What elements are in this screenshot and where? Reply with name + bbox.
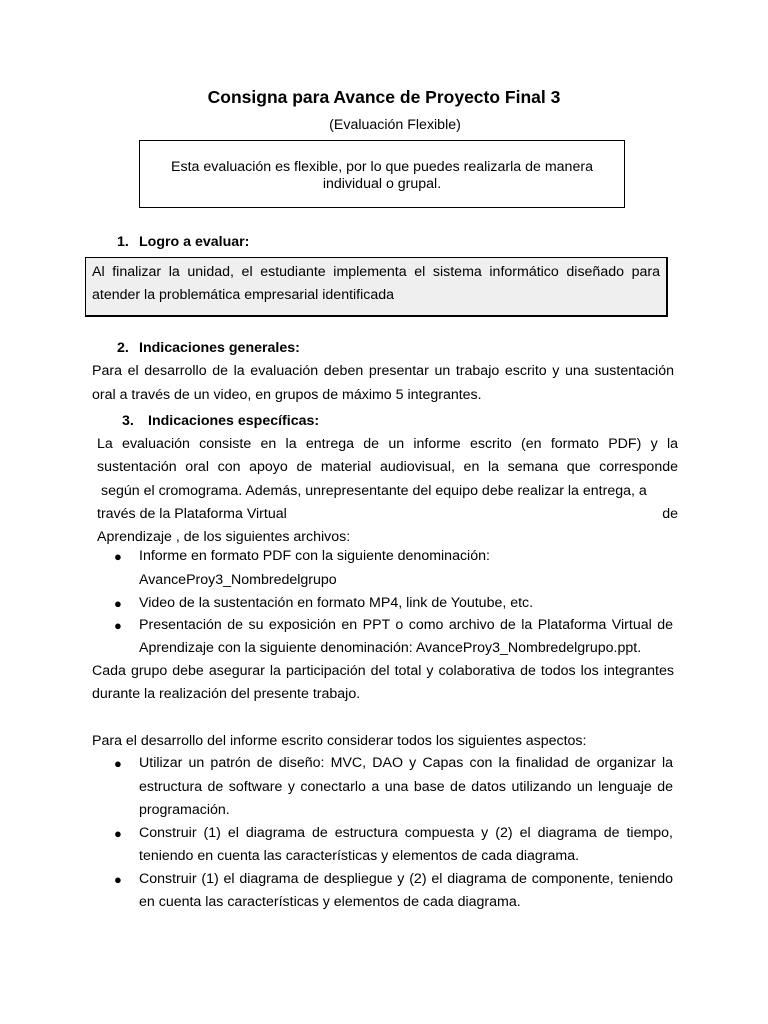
- notice-line: Esta evaluación es flexible, por lo que puedes realizarla de manera: [171, 159, 593, 175]
- flexible-notice-box: [139, 140, 625, 208]
- paragraph-line: según el cromograma. Además, unrepresentante del equipo debe realizar la entrega, a: [101, 483, 647, 499]
- bullet-line: en cuenta las características y elementos de cada diagrama.: [139, 894, 521, 910]
- section-heading-generales: [117, 340, 300, 356]
- section-heading-logro: [117, 234, 249, 250]
- paragraph-line: oral a través de un video, en grupos de máximo 5 integrantes.: [92, 387, 482, 403]
- section-heading-text: Indicaciones específicas:: [148, 413, 320, 429]
- bullet-line: estructura de software y conectarlo a una base de datos utilizando un lenguaje de: [139, 779, 673, 795]
- section-number: 1.: [117, 234, 129, 250]
- bullet-glyph: ●: [114, 872, 122, 887]
- bullet-glyph: ●: [114, 756, 122, 771]
- bullet-line: Aprendizaje con la siguiente denominación: AvanceProy3_Nombredelgrupo.ppt.: [139, 640, 642, 656]
- bullet-line: programación.: [139, 802, 230, 818]
- aspects-intro: Para el desarrollo del informe escrito considerar todos los siguientes aspectos:: [92, 733, 587, 749]
- document-subtitle: (Evaluación Flexible): [329, 117, 461, 133]
- paragraph-line-part: de: [662, 506, 678, 522]
- paragraph-line: sustentación oral con apoyo de material audiovisual, en la semana que corresponde: [97, 459, 678, 475]
- bullet-glyph: ●: [114, 618, 122, 633]
- paragraph-line: Cada grupo debe asegurar la participación del total y colaborativa de todos los integrantes: [92, 663, 674, 679]
- bullet-line: Video de la sustentación en formato MP4, link de Youtube, etc.: [139, 595, 534, 611]
- section-heading-text: Logro a evaluar:: [139, 234, 250, 250]
- section-number: 2.: [117, 340, 129, 356]
- paragraph-line: Para el desarrollo de la evaluación deben presentar un trabajo escrito y una sustentación: [92, 363, 674, 379]
- document-title: Consigna para Avance de Proyecto Final 3: [207, 87, 561, 107]
- achievement-line: atender la problemática empresarial identificada: [92, 287, 395, 303]
- bullet-glyph: ●: [114, 549, 122, 564]
- paragraph-line-split: [97, 506, 678, 522]
- bullet-glyph: ●: [114, 596, 122, 611]
- notice-line: individual o grupal.: [322, 176, 442, 192]
- achievement-box: [85, 257, 668, 317]
- paragraph-line: durante la realización del presente trabajo.: [92, 686, 361, 702]
- paragraph-line-part: través de la Plataforma Virtual: [97, 506, 287, 522]
- bullet-line: Presentación de su exposición en PPT o como archivo de la Plataforma Virtual de: [139, 617, 673, 633]
- bullet-line: Informe en formato PDF con la siguiente denominación:: [139, 548, 490, 564]
- bullet-line: Utilizar un patrón de diseño: MVC, DAO y Capas con la finalidad de organizar la: [139, 755, 673, 771]
- section-number: 3.: [122, 413, 134, 429]
- paragraph-line: La evaluación consiste en la entrega de un informe escrito (en formato PDF) y la: [97, 436, 678, 452]
- bullet-line: AvanceProy3_Nombredelgrupo: [139, 572, 337, 588]
- bullet-line: Construir (1) el diagrama de estructura compuesta y (2) el diagrama de tiempo,: [139, 825, 673, 841]
- achievement-line: Al finalizar la unidad, el estudiante implementa el sistema informático diseñado para: [92, 264, 660, 280]
- section-heading-text: Indicaciones generales:: [139, 340, 300, 356]
- bullet-line: teniendo en cuenta las características y elementos de cada diagrama.: [139, 848, 580, 864]
- bullet-line: Construir (1) el diagrama de despliegue y (2) el diagrama de componente, teniendo: [139, 871, 673, 887]
- section-heading-especificas: [122, 413, 319, 429]
- bullet-glyph: ●: [114, 826, 122, 841]
- paragraph-line: Aprendizaje , de los siguientes archivos:: [97, 529, 351, 545]
